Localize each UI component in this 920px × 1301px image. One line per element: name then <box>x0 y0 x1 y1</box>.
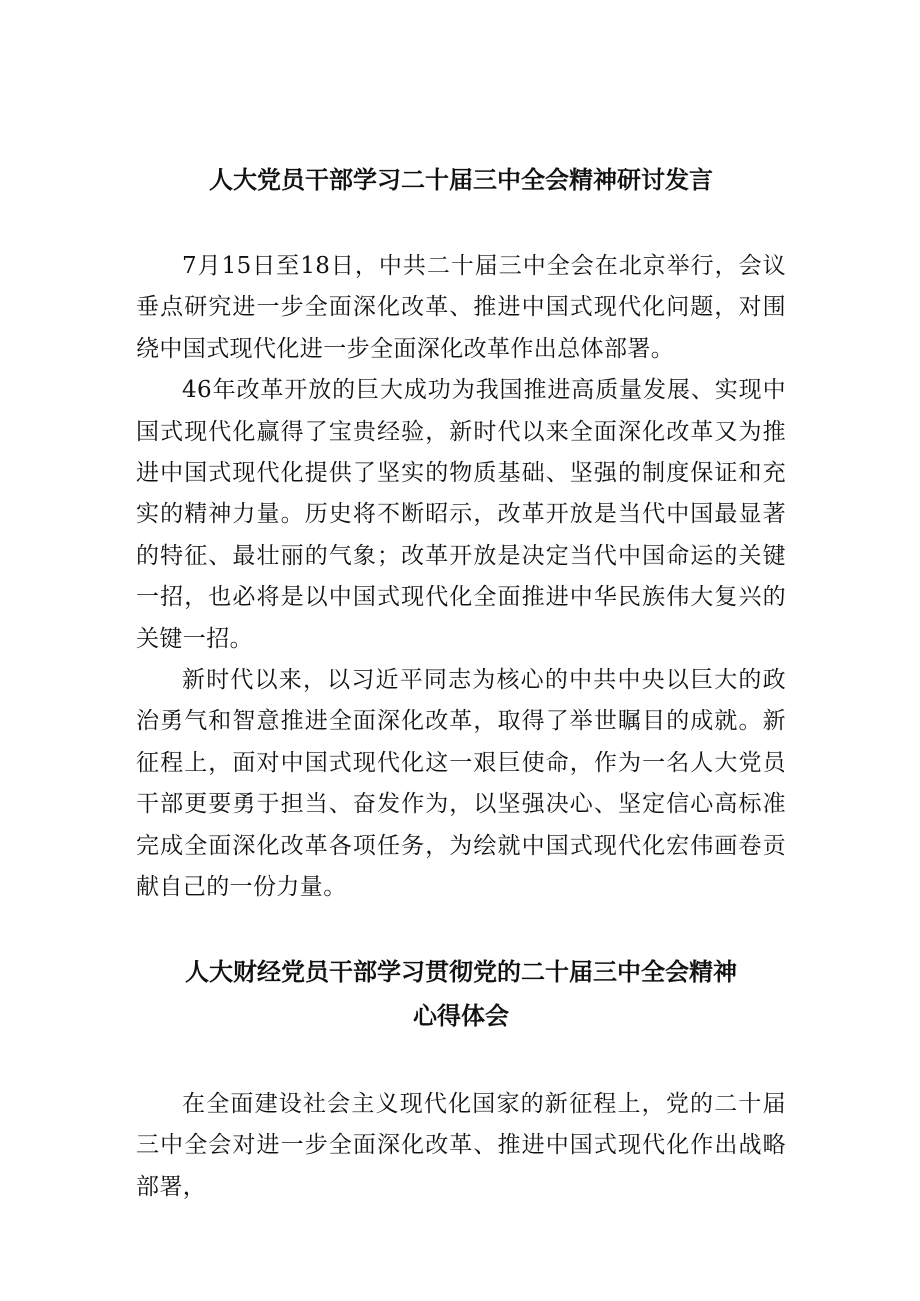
article-2-body <box>136 1084 786 1208</box>
article-1-paragraph-2: 46年改革开放的巨大成功为我国推进高质量发展、实现中国式现代化赢得了宝贵经验，新时代以来全面深化改革又为推进中国式现代化提供了坚实的物质基础、坚强的制度保证和充实的精神力量。历史将不断昭示，改革开放是当代中国最显著的特征、最壮丽的气象；改革开放是决定当代中国命运的关键一招，也必将是以中国式现代化全面推进中华民族伟大复兴的关键一招。 <box>136 377 786 652</box>
article-1-body <box>136 246 786 909</box>
article-2-title-line-2: 心得体会 <box>413 1002 509 1030</box>
article-2-title <box>136 950 786 1038</box>
article-1-title: 人大党员干部学习二十届三中全会精神研讨发言 <box>209 166 713 194</box>
article-2-paragraph-1: 在全面建设社会主义现代化国家的新征程上，党的二十届三中全会对进一步全面深化改革、推进中国式现代化作出战略部署， <box>136 1091 786 1200</box>
article-1-paragraph-1: 7月15日至18日，中共二十届三中全会在北京举行，会议垂点研究进一步全面深化改革、推进中国式现代化问题，对围绕中国式现代化进一步全面深化改革作出总体部署。 <box>136 253 786 362</box>
article-2-title-line-1: 人大财经党员干部学习贯彻党的二十届三中全会精神 <box>185 958 737 986</box>
article-1-paragraph-3: 新时代以来，以习近平同志为核心的中共中央以巨大的政治勇气和智意推进全面深化改革，取得了举世瞩目的成就。新征程上，面对中国式现代化这一艰巨使命，作为一名人大党员干部更要勇于担当、奋发作为，以坚强决心、坚定信心高标准完成全面深化改革各项任务，为绘就中国式现代化宏伟画卷贡献自己的一份力量。 <box>136 667 786 901</box>
